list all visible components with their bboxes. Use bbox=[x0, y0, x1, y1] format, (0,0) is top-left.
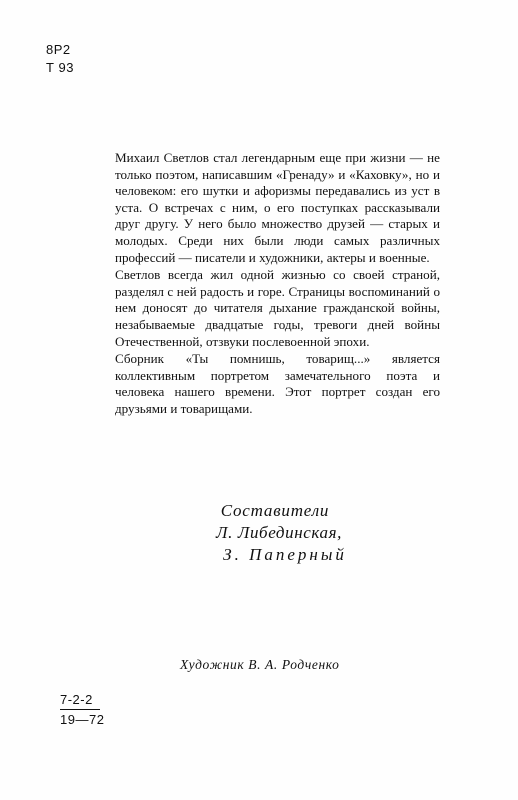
abstract-paragraph: Светлов всегда жил одной жизнью со своей страной, разделял с ней радость и горе. Страницы воспоминаний о нем доносят до читателя дыхание гражданской войны, незабываемые двадцатые годы, тревоги дней войны Отечественной, отзвуки послевоенной эпохи. bbox=[115, 267, 440, 349]
edition-code bbox=[60, 692, 104, 728]
compiler-name: Л. Либединская, bbox=[216, 523, 342, 542]
abstract-paragraph: Михаил Светлов стал легендарным еще при жизни — не только поэтом, написавшим «Гренаду» и «Каховку», но и человеком: его шутки и афоризмы передавались из уст в уста. О встречах с ним, о его поступках рассказывали друг другу. У него было множество друзей — старых и молодых. Среди них были люди самых различных профессий — писатели и художники, актеры и военные. bbox=[115, 150, 440, 265]
compilers-block bbox=[150, 500, 400, 566]
compiler-name: З. Паперный bbox=[223, 545, 347, 564]
book-abstract bbox=[115, 150, 440, 418]
bbk-index: 8Р2 bbox=[46, 42, 71, 57]
catalog-codes bbox=[46, 41, 74, 77]
artist-credit: Художник В. А. Родченко bbox=[180, 657, 340, 672]
edition-code-denominator: 19—72 bbox=[60, 712, 105, 727]
author-mark: Т 93 bbox=[46, 60, 75, 75]
abstract-paragraph: Сборник «Ты помнишь, товарищ...» является коллективным портретом замечательного поэта и человека нашего времени. Этот портрет создан его друзьями и товарищами. bbox=[115, 351, 440, 416]
compilers-heading: Составители bbox=[220, 501, 330, 520]
edition-code-numerator: 7-2-2 bbox=[60, 692, 100, 710]
